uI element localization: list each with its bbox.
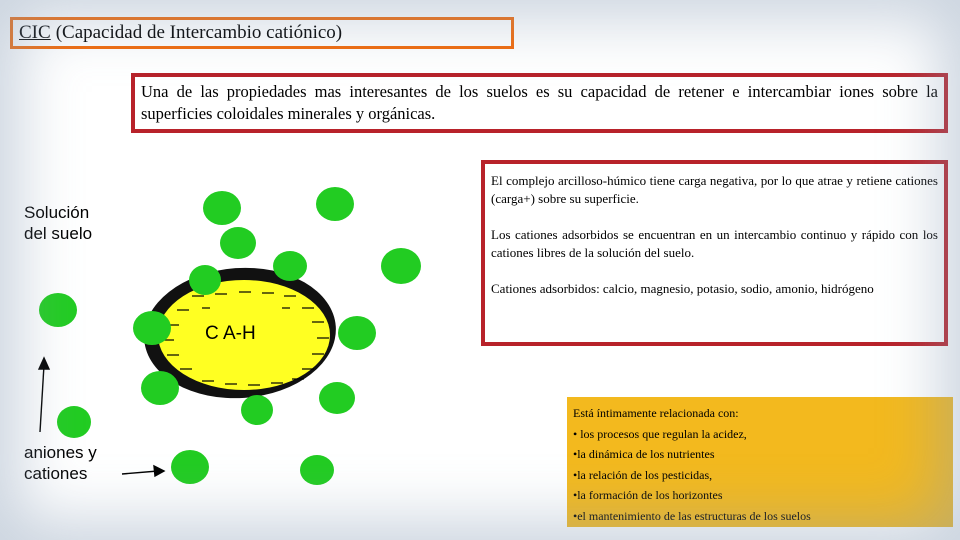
title-text: (Capacidad de Intercambio catiónico) bbox=[55, 22, 343, 43]
soil-solution-label-line1: Solución bbox=[24, 203, 90, 222]
related-topics-box bbox=[567, 397, 953, 527]
arrow-right-head bbox=[154, 466, 164, 476]
complex-label: C A-H bbox=[205, 323, 256, 344]
complex-paragraph-3: Cationes adsorbidos: calcio, magnesio, potasio, sodio, amonio, hidrógeno bbox=[491, 281, 874, 296]
soil-solution-label bbox=[24, 202, 92, 244]
cation bbox=[319, 382, 355, 414]
related-heading: Está íntimamente relacionada con: bbox=[573, 406, 739, 420]
title-bar bbox=[10, 17, 514, 49]
cation bbox=[316, 187, 354, 221]
title-abbreviation: CIC bbox=[19, 22, 51, 43]
cation bbox=[203, 191, 241, 225]
intro-text: Una de las propiedades mas interesantes de los suelos es su capacidad de retener e intercambiar iones sobre la superficies coloidales minerales y orgánicas. bbox=[141, 82, 938, 123]
ions-label bbox=[24, 442, 97, 484]
cation bbox=[338, 316, 376, 350]
ions-label-line1: aniones y bbox=[24, 443, 97, 462]
cation-exchange-diagram bbox=[12, 170, 482, 500]
cation bbox=[381, 248, 421, 284]
related-item: •la relación de los pesticidas, bbox=[573, 467, 713, 482]
cation bbox=[57, 406, 91, 438]
complex-paragraph-2: Los cationes adsorbidos se encuentran en un intercambio continuo y rápido con los cationes libres de la solución del suelo. bbox=[491, 227, 938, 260]
cation bbox=[133, 311, 171, 345]
cation bbox=[300, 455, 334, 485]
cation bbox=[241, 395, 273, 425]
cation bbox=[39, 293, 77, 327]
cation bbox=[171, 450, 209, 484]
title-text-box bbox=[13, 20, 511, 46]
cation bbox=[189, 265, 221, 295]
cation bbox=[273, 251, 307, 281]
soil-solution-label-line2: del suelo bbox=[24, 224, 93, 243]
related-item: •el mantenimiento de las estructuras de los suelos bbox=[573, 508, 811, 523]
ions-label-line2: cationes bbox=[24, 464, 88, 483]
complex-paragraph-1: El complejo arcilloso-húmico tiene carga negativa, por lo que atrae y retiene cationes (carga+) sobre su superficie. bbox=[491, 173, 938, 206]
related-item: • los procesos que regulan la acidez, bbox=[573, 426, 747, 441]
related-item: •la formación de los horizontes bbox=[573, 488, 723, 502]
related-item: •la dinámica de los nutrientes bbox=[573, 447, 715, 461]
intro-box bbox=[131, 73, 948, 133]
cation bbox=[220, 227, 256, 259]
complex-info-box bbox=[481, 160, 948, 346]
cation bbox=[141, 371, 179, 405]
